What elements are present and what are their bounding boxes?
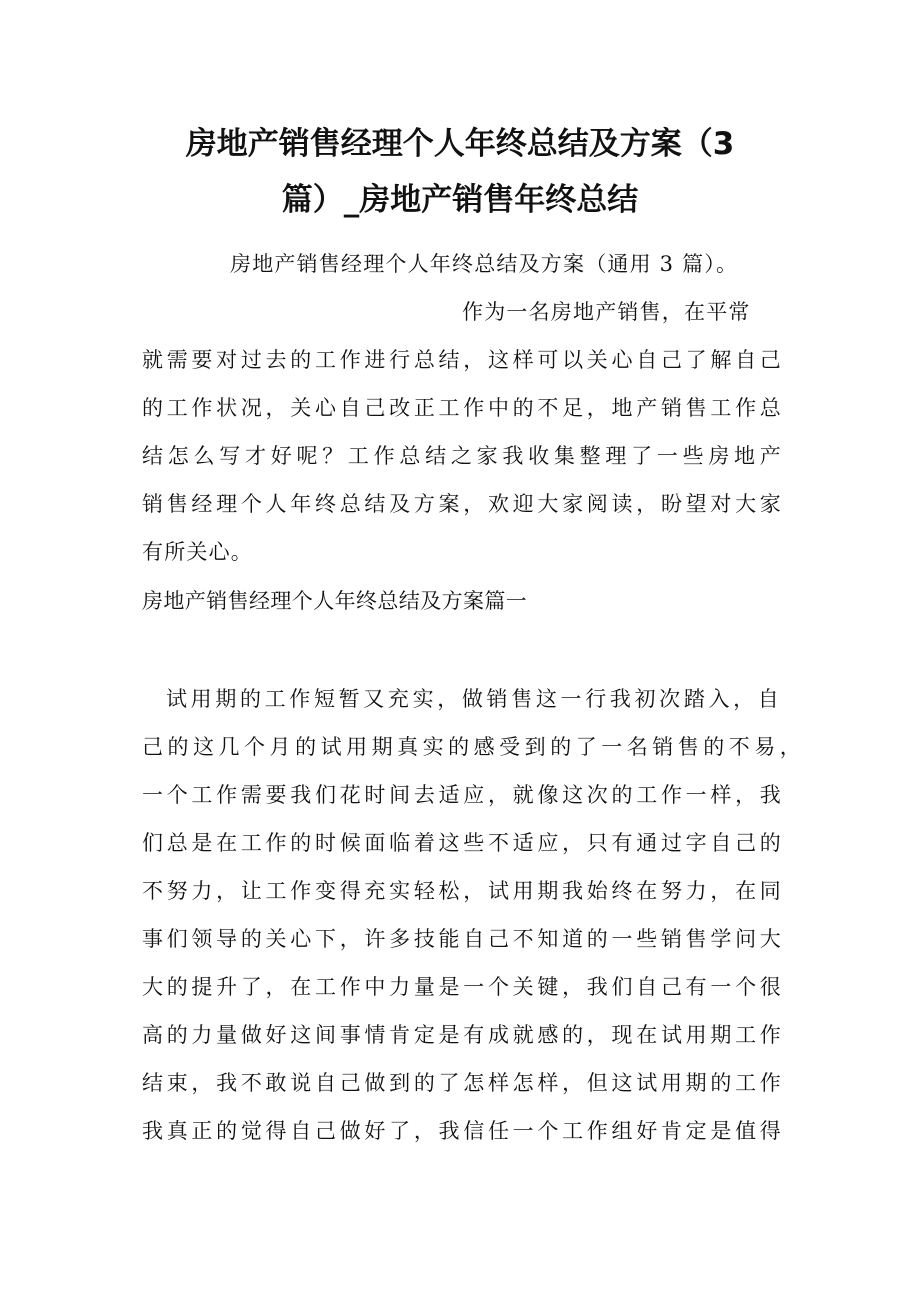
body-line: 高的力量做好这间事情肯定是有成就感的，现在试用期工作 — [142, 1023, 782, 1047]
lead-paragraph: 房地产销售经理个人年终总结及方案（通用 3 篇）。 — [230, 252, 739, 276]
body-line: 不努力，让工作变得充实轻松，试用期我始终在努力，在同 — [142, 879, 782, 903]
body-line: 大的提升了，在工作中力量是一个关键，我们自己有一个很 — [142, 975, 782, 999]
document-title-line-1: 房地产销售经理个人年终总结及方案（3 — [185, 126, 735, 162]
body-line: 我真正的觉得自己做好了，我信任一个工作组好肯定是值得 — [142, 1119, 782, 1143]
intro-line: 的工作状况，关心自己改正工作中的不足，地产销售工作总 — [142, 396, 782, 420]
section-heading: 房地产销售经理个人年终总结及方案篇一 — [142, 589, 528, 613]
body-line: 们总是在工作的时候面临着这些不适应，只有通过字自己的 — [142, 831, 782, 855]
intro-line: 有所关心。 — [142, 540, 253, 564]
intro-line: 销售经理个人年终总结及方案，欢迎大家阅读，盼望对大家 — [142, 492, 782, 516]
body-line: 试用期的工作短暂又充实，做销售这一行我初次踏入，自 — [166, 687, 780, 711]
document-title-line-2: 篇）_房地产销售年终总结 — [281, 182, 639, 218]
body-line: 结束，我不敢说自己做到的了怎样怎样，但这试用期的工作 — [142, 1071, 782, 1095]
body-line: 一个工作需要我们花时间去适应，就像这次的工作一样，我 — [142, 783, 782, 807]
intro-line: 就需要对过去的工作进行总结，这样可以关心自己了解自己 — [142, 348, 782, 372]
body-line: 事们领导的关心下，许多技能自己不知道的一些销售学问大 — [142, 927, 782, 951]
body-line: 己的这几个月的试用期真实的感受到的了一名销售的不易， — [142, 735, 802, 759]
intro-line: 作为一名房地产销售，在平常 — [462, 300, 751, 324]
intro-line: 结怎么写才好呢？工作总结之家我收集整理了一些房地产 — [142, 444, 782, 468]
